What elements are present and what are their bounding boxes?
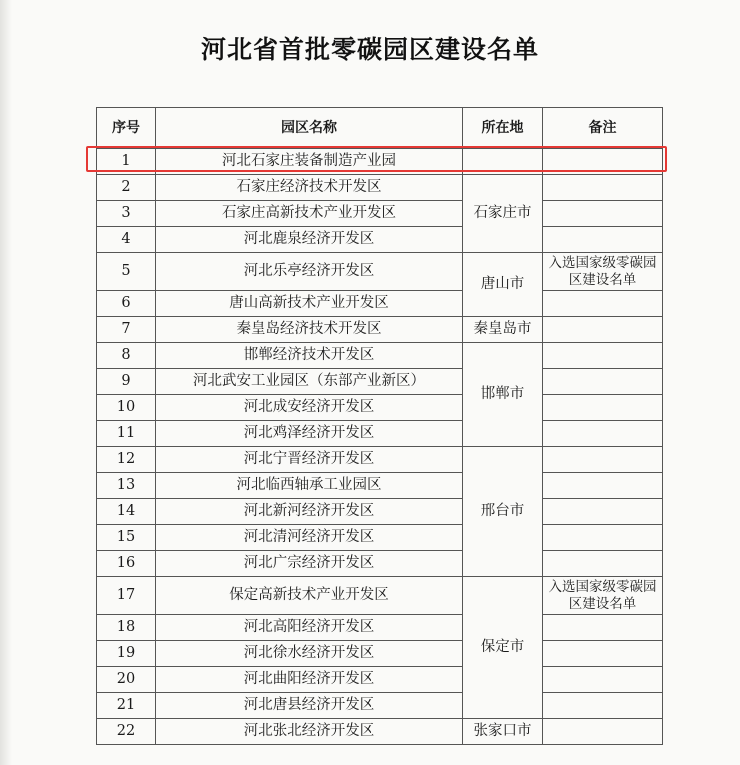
- serial-cell: 11: [97, 421, 156, 447]
- table-row: [97, 577, 663, 615]
- park-name-cell: 河北石家庄装备制造产业园: [156, 149, 463, 175]
- table-row: [97, 201, 663, 227]
- park-name-cell: 保定高新技术产业开发区: [156, 577, 463, 615]
- park-name-cell: 石家庄高新技术产业开发区: [156, 201, 463, 227]
- serial-cell: 8: [97, 343, 156, 369]
- note-cell: [543, 227, 663, 253]
- serial-cell: 16: [97, 551, 156, 577]
- location-cell: 邢台市: [463, 447, 543, 577]
- note-cell: [543, 473, 663, 499]
- serial-cell: 7: [97, 317, 156, 343]
- note-cell: [543, 317, 663, 343]
- location-cell: [463, 149, 543, 175]
- park-name-cell: 河北张北经济开发区: [156, 719, 463, 745]
- note-cell: [543, 291, 663, 317]
- table-row: [97, 149, 663, 175]
- note-cell: [543, 641, 663, 667]
- serial-cell: 12: [97, 447, 156, 473]
- table-header-row: [97, 108, 663, 149]
- serial-cell: 14: [97, 499, 156, 525]
- table-row: [97, 719, 663, 745]
- page-title: 河北省首批零碳园区建设名单: [200, 35, 539, 64]
- table-row: [97, 317, 663, 343]
- location-cell: 张家口市: [463, 719, 543, 745]
- park-name-cell: 唐山高新技术产业开发区: [156, 291, 463, 317]
- location-cell: 邯郸市: [463, 343, 543, 447]
- park-name-cell: 河北武安工业园区（东部产业新区）: [156, 369, 463, 395]
- table-row: [97, 615, 663, 641]
- table-row: [97, 641, 663, 667]
- serial-cell: 15: [97, 525, 156, 551]
- note-cell: [543, 395, 663, 421]
- table-row: [97, 291, 663, 317]
- park-name-cell: 河北徐水经济开发区: [156, 641, 463, 667]
- table-row: [97, 473, 663, 499]
- park-name-cell: 河北曲阳经济开发区: [156, 667, 463, 693]
- table-row: [97, 343, 663, 369]
- table-row: [97, 667, 663, 693]
- park-name-cell: 秦皇岛经济技术开发区: [156, 317, 463, 343]
- location-cell: 唐山市: [463, 253, 543, 317]
- serial-cell: 2: [97, 175, 156, 201]
- note-cell: [543, 201, 663, 227]
- serial-cell: 19: [97, 641, 156, 667]
- header-note: 备注: [543, 108, 663, 149]
- park-name-cell: 河北鹿泉经济开发区: [156, 227, 463, 253]
- park-name-cell: 河北清河经济开发区: [156, 525, 463, 551]
- note-cell: [543, 525, 663, 551]
- table-row: [97, 253, 663, 291]
- table-row: [97, 395, 663, 421]
- table-row: [97, 369, 663, 395]
- table-row: [97, 551, 663, 577]
- table-row: [97, 421, 663, 447]
- park-name-cell: 河北鸡泽经济开发区: [156, 421, 463, 447]
- table-row: [97, 447, 663, 473]
- park-name-cell: 河北乐亭经济开发区: [156, 253, 463, 291]
- location-cell: 秦皇岛市: [463, 317, 543, 343]
- note-cell: 入选国家级零碳园区建设名单: [543, 577, 663, 615]
- serial-cell: 17: [97, 577, 156, 615]
- serial-cell: 21: [97, 693, 156, 719]
- note-cell: [543, 175, 663, 201]
- serial-cell: 10: [97, 395, 156, 421]
- park-name-cell: 石家庄经济技术开发区: [156, 175, 463, 201]
- serial-cell: 9: [97, 369, 156, 395]
- serial-cell: 22: [97, 719, 156, 745]
- page-edge-shadow: [0, 0, 12, 765]
- location-cell: 石家庄市: [463, 175, 543, 253]
- park-name-cell: 河北广宗经济开发区: [156, 551, 463, 577]
- park-name-cell: 河北临西轴承工业园区: [156, 473, 463, 499]
- table-row: [97, 525, 663, 551]
- park-name-cell: 邯郸经济技术开发区: [156, 343, 463, 369]
- serial-cell: 6: [97, 291, 156, 317]
- table-row: [97, 499, 663, 525]
- note-cell: [543, 499, 663, 525]
- note-cell: [543, 447, 663, 473]
- park-name-cell: 河北宁晋经济开发区: [156, 447, 463, 473]
- park-name-cell: 河北成安经济开发区: [156, 395, 463, 421]
- note-cell: [543, 149, 663, 175]
- note-cell: [543, 693, 663, 719]
- serial-cell: 1: [97, 149, 156, 175]
- note-cell: [543, 551, 663, 577]
- note-cell: [543, 667, 663, 693]
- serial-cell: 5: [97, 253, 156, 291]
- park-roster-table: [96, 107, 663, 745]
- header-serial: 序号: [97, 108, 156, 149]
- note-cell: [543, 343, 663, 369]
- table-row: [97, 693, 663, 719]
- serial-cell: 3: [97, 201, 156, 227]
- serial-cell: 4: [97, 227, 156, 253]
- header-location: 所在地: [463, 108, 543, 149]
- table-row: [97, 227, 663, 253]
- note-cell: [543, 615, 663, 641]
- table-row: [97, 175, 663, 201]
- header-park-name: 园区名称: [156, 108, 463, 149]
- serial-cell: 18: [97, 615, 156, 641]
- serial-cell: 20: [97, 667, 156, 693]
- park-name-cell: 河北唐县经济开发区: [156, 693, 463, 719]
- serial-cell: 13: [97, 473, 156, 499]
- park-name-cell: 河北新河经济开发区: [156, 499, 463, 525]
- location-cell: 保定市: [463, 577, 543, 719]
- note-cell: [543, 719, 663, 745]
- note-cell: [543, 421, 663, 447]
- park-name-cell: 河北高阳经济开发区: [156, 615, 463, 641]
- note-cell: 入选国家级零碳园区建设名单: [543, 253, 663, 291]
- note-cell: [543, 369, 663, 395]
